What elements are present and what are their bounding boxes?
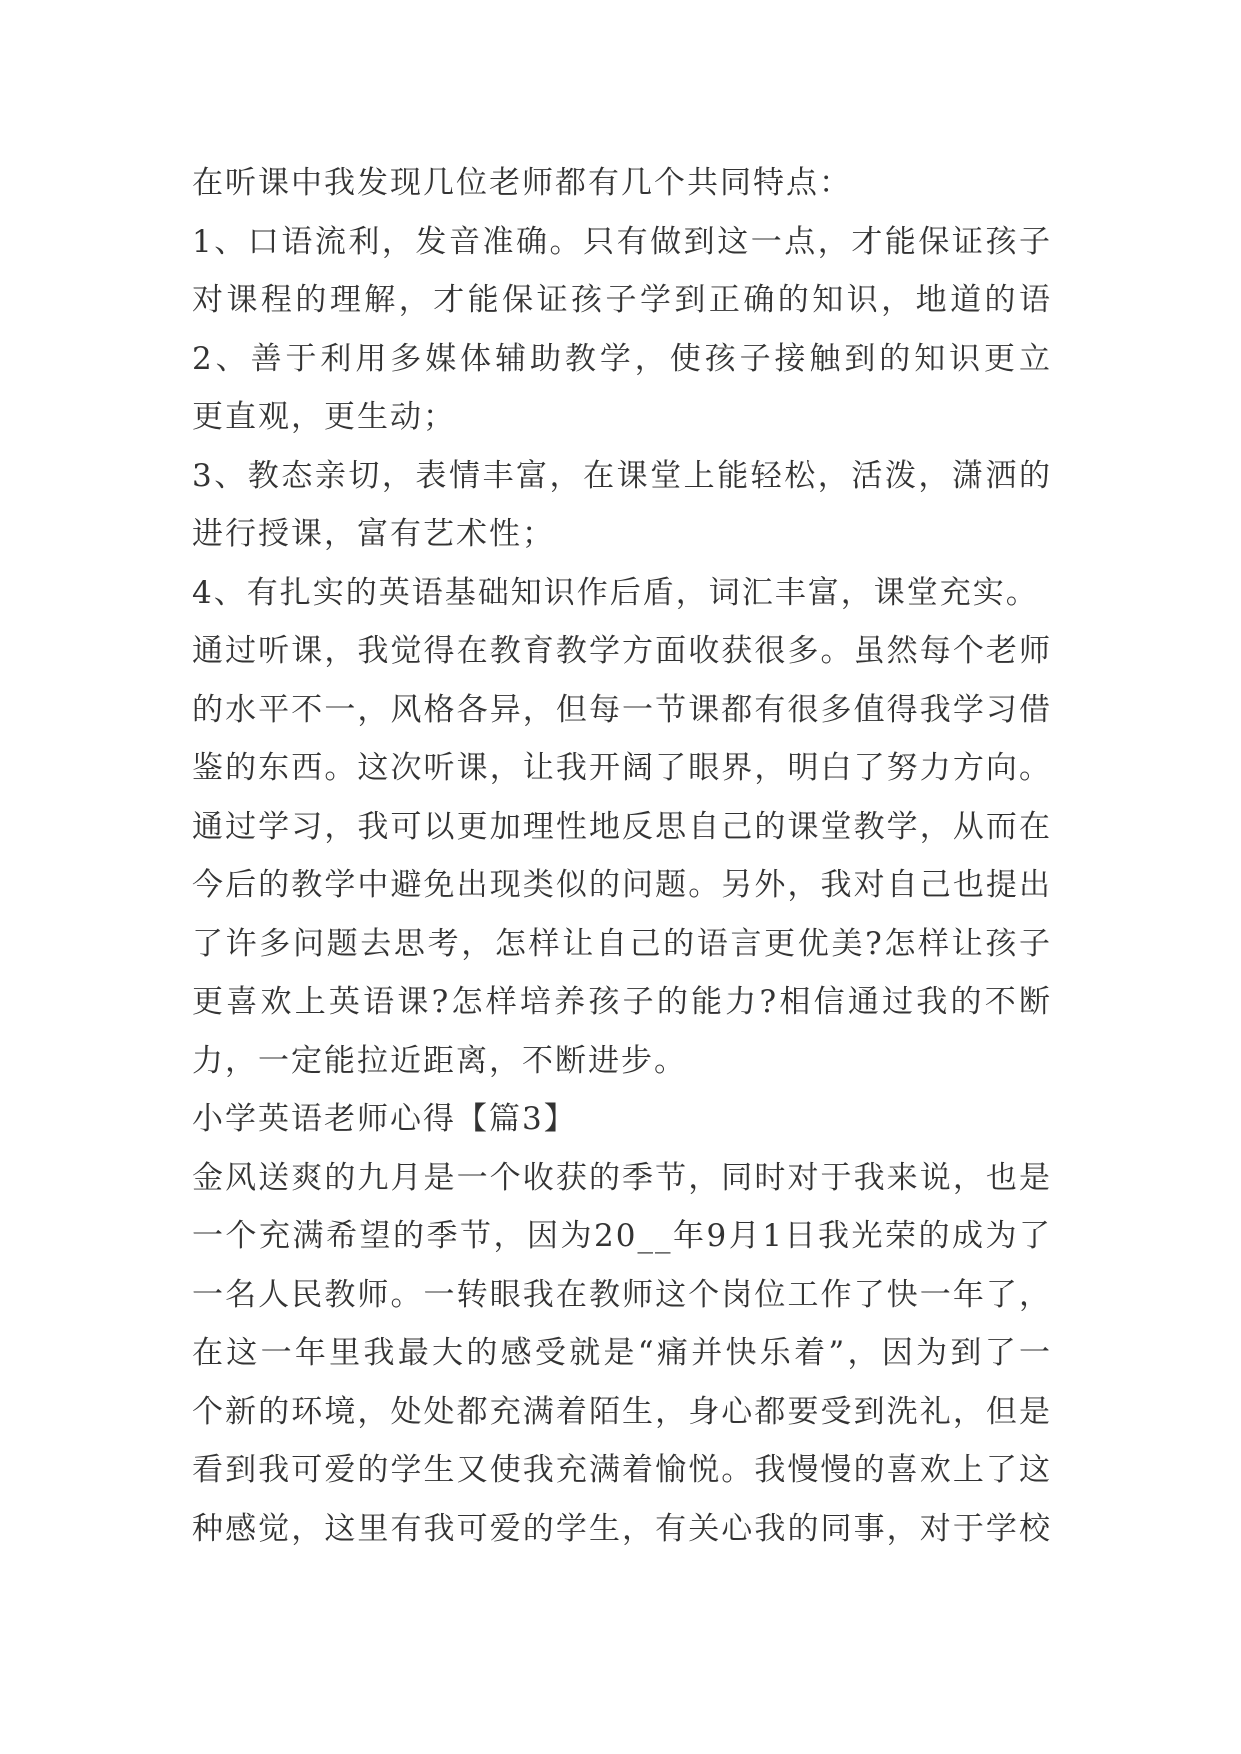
section-heading: 小学英语老师心得【篇3】 (192, 1101, 577, 1137)
text-line: 的水平不一，风格各异，但每一节课都有很多值得我学习借 (192, 691, 1052, 728)
text-line: 一个充满希望的季节，因为20__年9月1日我光荣的成为了 (192, 1218, 1052, 1254)
text-line: 在这一年里我最大的感受就是“痛并快乐着”，因为到了一 (192, 1335, 1052, 1371)
text-line: 通过听课，我觉得在教育教学方面收获很多。虽然每个老师 (192, 633, 1052, 669)
text-line: 通过学习，我可以更加理性地反思自己的课堂教学，从而在 (192, 808, 1052, 845)
text-line: 2、善于利用多媒体辅助教学，使孩子接触到的知识更立 (192, 340, 1052, 377)
document-page (192, 154, 1052, 1558)
text-line: 进行授课，富有艺术性； (192, 516, 555, 552)
text-line: 更直观，更生动； (192, 399, 456, 435)
text-line: 3、教态亲切，表情丰富，在课堂上能轻松，活泼，潇洒的 (192, 457, 1052, 494)
text-line: 了许多问题去思考，怎样让自己的语言更优美?怎样让孩子 (192, 925, 1052, 962)
text-line: 看到我可爱的学生又使我充满着愉悦。我慢慢的喜欢上了这 (192, 1452, 1052, 1488)
text-line: 金风送爽的九月是一个收获的季节，同时对于我来说，也是 (192, 1159, 1052, 1196)
text-line: 在听课中我发现几位老师都有几个共同特点： (192, 165, 852, 201)
text-line: 对课程的理解，才能保证孩子学到正确的知识，地道的语 (192, 282, 1052, 318)
text-line: 今后的教学中避免出现类似的问题。另外，我对自己也提出 (192, 867, 1052, 903)
text-line: 鉴的东西。这次听课，让我开阔了眼界，明白了努力方向。 (192, 750, 1052, 786)
text-line: 1、口语流利，发音准确。只有做到这一点，才能保证孩子 (192, 223, 1052, 260)
text-line: 种感觉，这里有我可爱的学生，有关心我的同事，对于学校 (192, 1510, 1052, 1547)
text-line: 力，一定能拉近距离，不断进步。 (192, 1042, 687, 1079)
text-line: 更喜欢上英语课?怎样培养孩子的能力?相信通过我的不断 (192, 984, 1052, 1020)
text-line: 一名人民教师。一转眼我在教师这个岗位工作了快一年了， (192, 1276, 1052, 1313)
text-line: 个新的环境，处处都充满着陌生，身心都要受到洗礼，但是 (192, 1393, 1052, 1430)
text-line: 4、有扎实的英语基础知识作后盾，词汇丰富，课堂充实。 (192, 574, 1039, 611)
